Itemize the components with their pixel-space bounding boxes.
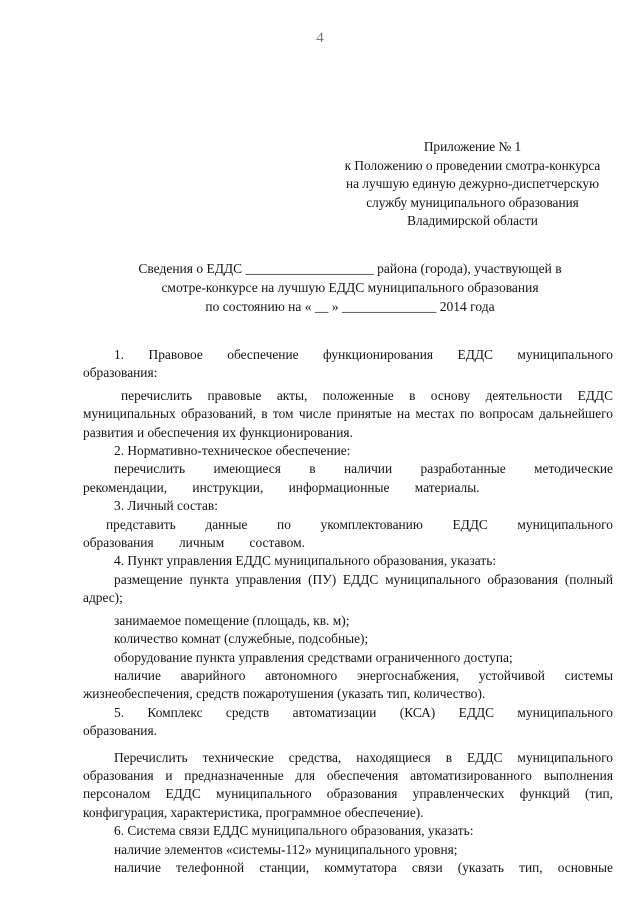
paragraph: Перечислить технические средства, находящиеся в ЕДДС муниципального образования и предназначенные для обеспечения автоматизированного выполнения персоналом ЕДДС муниципального образования управленческих функций (тип, конфигурация, характеристика, программное обеспечение). xyxy=(83,749,613,820)
list-item: оборудование пункта управления средствами ограниченного доступа; xyxy=(114,649,513,665)
section-heading-legal: 1. Правовое обеспечение функционирования ЕДДС муниципального образования: xyxy=(83,347,613,381)
header-line: Сведения о ЕДДС ___________________ района (города), участвующей в xyxy=(138,261,562,276)
section-heading-communication: 6. Система связи ЕДДС муниципального образования, указать: xyxy=(114,823,474,839)
document-body xyxy=(83,346,613,877)
section-heading-normative: 2. Нормативно-техническое обеспечение: xyxy=(114,443,351,459)
paragraph: перечислить имеющиеся в наличии разработанные методические рекомендации, инструкции, информационные материалы. xyxy=(83,461,613,495)
document-header xyxy=(100,259,600,316)
appendix-line: Владимирской области xyxy=(407,213,538,228)
appendix-line: на лучшую единую дежурно-диспетчерскую xyxy=(345,176,600,191)
list-item: количество комнат (служебные, подсобные); xyxy=(114,631,369,647)
paragraph: представить данные по укомплектованию ЕДДС муниципального образования личным составом. xyxy=(83,516,613,551)
list-item: занимаемое помещение (площадь, кв. м); xyxy=(114,612,350,628)
appendix-title: Приложение № 1 xyxy=(423,139,522,154)
list-item: размещение пункта управления (ПУ) ЕДДС муниципального образования (полный адрес); xyxy=(83,571,613,606)
list-item: наличие аварийного автономного энергоснабжения, устойчивой системы жизнеобеспечения, средств пожаротушения (указать тип, количество). xyxy=(83,667,613,702)
page-number: 4 xyxy=(316,30,324,46)
appendix-block xyxy=(300,138,640,231)
paragraph: перечислить правовые акты, положенные в основу деятельности ЕДДС муниципальных образований, в том числе принятые на местах по вопросам дальнейшего развития и обеспечения их функционирования. xyxy=(83,387,613,440)
section-heading-control-point: 4. Пункт управления ЕДДС муниципального образования, указать: xyxy=(114,553,497,569)
header-line: смотре-конкурсе на лучшую ЕДДС муниципального образования xyxy=(161,280,539,295)
appendix-line: к Положению о проведении смотра-конкурса xyxy=(344,157,601,173)
list-item: наличие элементов «системы-112» муниципального уровня; xyxy=(114,841,458,857)
header-line: по состоянию на « __ » ______________ 2014 года xyxy=(205,299,495,314)
section-heading-staff: 3. Личный состав: xyxy=(114,498,218,514)
list-item: наличие телефонной станции, коммутатора связи (указать тип, основные xyxy=(114,859,613,875)
section-heading-automation: 5. Комплекс средств автоматизации (КСА) ЕДДС муниципального образования. xyxy=(83,704,613,739)
appendix-line: службу муниципального образования xyxy=(366,194,579,210)
